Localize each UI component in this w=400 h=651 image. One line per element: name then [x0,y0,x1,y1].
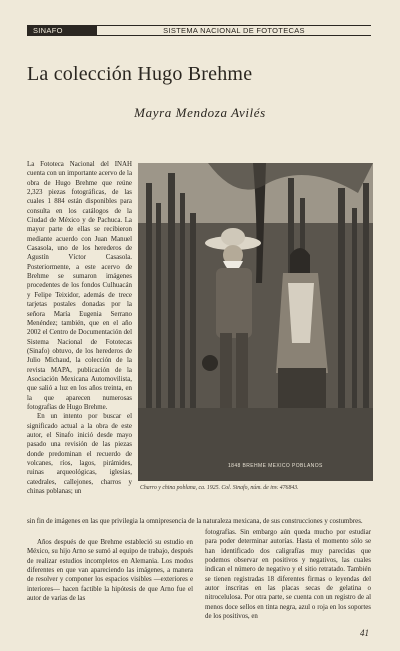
right-column [205,528,371,621]
full-width-line [27,517,371,526]
author-byline: Mayra Mendoza Avilés [134,105,266,120]
paragraph-intro: La Fototeca Nacional del INAH cuenta con un importante acervo de la obra de Hugo Brehme que reúne 2,323 piezas fotográficas, de las cuales 1 884 están disponibles para consulta en los catálogos de la Ciudad de México y de Pachuca. La mayor parte de ellas se recibieron mediante acuerdo con Juan Manuel Casasola, uno de los herederos de Agustín Víctor Casasola. Posteriormente, a este acervo de Brehme se sumaron imágenes procedentes de los fondos Culhuacán y Felipe Teixidor, además de trece tarjetas postales donadas por la señora María Eugenia Serrano Menéndez; también, que en el año 2002 el Centro de Documentación del Sistema Nacional de Fototecas (Sinafo) obtuvo, de los herederos de Julio Michaud, la colección de la revista MAPA, publicación de la Asociación Mexicana Automovilista, que salió a luz en los años treinta, en la que aparecen numerosas fotografías de Hugo Brehme. [27,161,132,411]
photo-illustration [138,163,373,481]
running-title: SISTEMA NACIONAL DE FOTOTECAS [97,25,371,36]
photo-caption: Charro y china poblana, ca. 1925. Col. Sinafo, núm. de inv. 476843. [140,485,299,491]
left-column [27,538,193,603]
paragraph-continuation: sin fin de imágenes en las que privilegia la omnipresencia de la naturaleza mexicana, de sus construcciones y costumbres. [27,518,363,525]
article-title: La colección Hugo Brehme [27,63,253,85]
photo-inscription: 1848 BREHME MEXICO POBLANOS [228,463,323,469]
page-number: 41 [360,628,369,638]
running-header [27,25,371,36]
paragraph-arno: Años después de que Brehme estableció su estudio en México, su hijo Arno se sumó al equipo de trabajo, después de realizar estudios incompletos en Alemania. Los modos diferentes en que van apareciendo las imágenes, a manera de resolver y componer los espacios visibles —exteriores e interiores— hacen factible la hipótesis de que Arno fue el autor de varias de las [27,539,193,603]
paragraph-search: En un intento por buscar el significado actual a la obra de este autor, el Sinafo inició desde mayo pasado una revisión de las piezas donde predominan el recuerdo de volcanes, ríos, lagos, pirámides, ruinas arqueológicas, iglesias, catedrales, callejones, charros y chinas poblanas; un [27,413,132,496]
section-tag: SINAFO [27,25,97,36]
historical-photograph [138,163,373,481]
paragraph-authorship: fotografías. Sin embargo aún queda mucho por estudiar para poder determinar autorías. Hasta el momento sólo se han identificado dos caligrafías muy parecidas que podemos observar en positivos y negativos, las cuales indican el número de negativo y el sitio retratado. También se tienen registradas 18 diferentes firmas o leyendas del autor inscritas en las placas secas de gelatina o nitrocelulosa. Por otra parte, se cuenta con un registro de al menos doce sellos en tinta negra, azul o roja en los soportes de los positivos, en [205,529,371,621]
narrow-column [27,160,132,515]
